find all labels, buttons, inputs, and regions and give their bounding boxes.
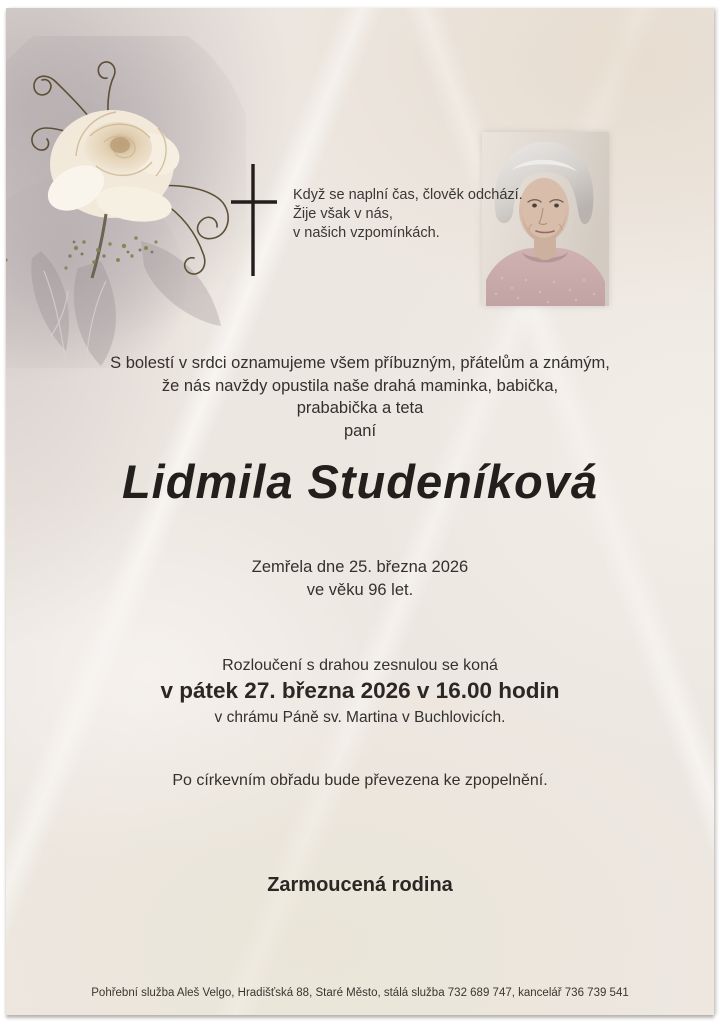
cremation-note: Po církevním obřadu bude převezena ke zpopelnění. <box>172 772 548 789</box>
announcement-line: že nás navždy opustila naše drahá maminka, babička, <box>161 376 559 395</box>
quote-line: Když se naplní čas, člověk odchází. <box>293 187 523 203</box>
rose-illustration <box>6 36 246 368</box>
death-info-line: ve věku 96 let. <box>306 581 414 599</box>
announcement-line: prababička a teta <box>296 399 424 417</box>
announcement-line: paní <box>343 421 377 440</box>
deceased-name: Lidmila Studeníková <box>121 455 599 508</box>
farewell-place: v chrámu Páně sv. Martina v Buchlovicích. <box>214 709 506 726</box>
death-info-line: Zemřela dne 25. března 2026 <box>251 558 469 576</box>
closing-signature: Zarmoucená rodina <box>267 874 453 896</box>
quote-line: v našich vzpomínkách. <box>293 225 440 241</box>
farewell-intro: Rozloučení s drahou zesnulou se koná <box>222 657 498 674</box>
cross-glyph <box>222 160 288 282</box>
funeral-service-footer: Pohřební služba Aleš Velgo, Hradišťská 88, Staré Město, stálá služba 732 689 747, kancelář 736 739 541 <box>91 987 629 999</box>
farewell-datetime: v pátek 27. března 2026 v 16.00 hodin <box>160 678 560 703</box>
notice-page <box>6 8 714 1015</box>
announcement-text <box>6 352 714 442</box>
memorial-cross-icon <box>222 160 288 282</box>
announcement-line: S bolestí v srdci oznamujeme všem příbuzným, přátelům a známým, <box>110 354 610 372</box>
quote-line: Žije však v nás, <box>293 206 393 222</box>
memorial-quote <box>293 186 553 243</box>
death-info <box>6 556 714 602</box>
white-rose-icon <box>6 36 246 368</box>
